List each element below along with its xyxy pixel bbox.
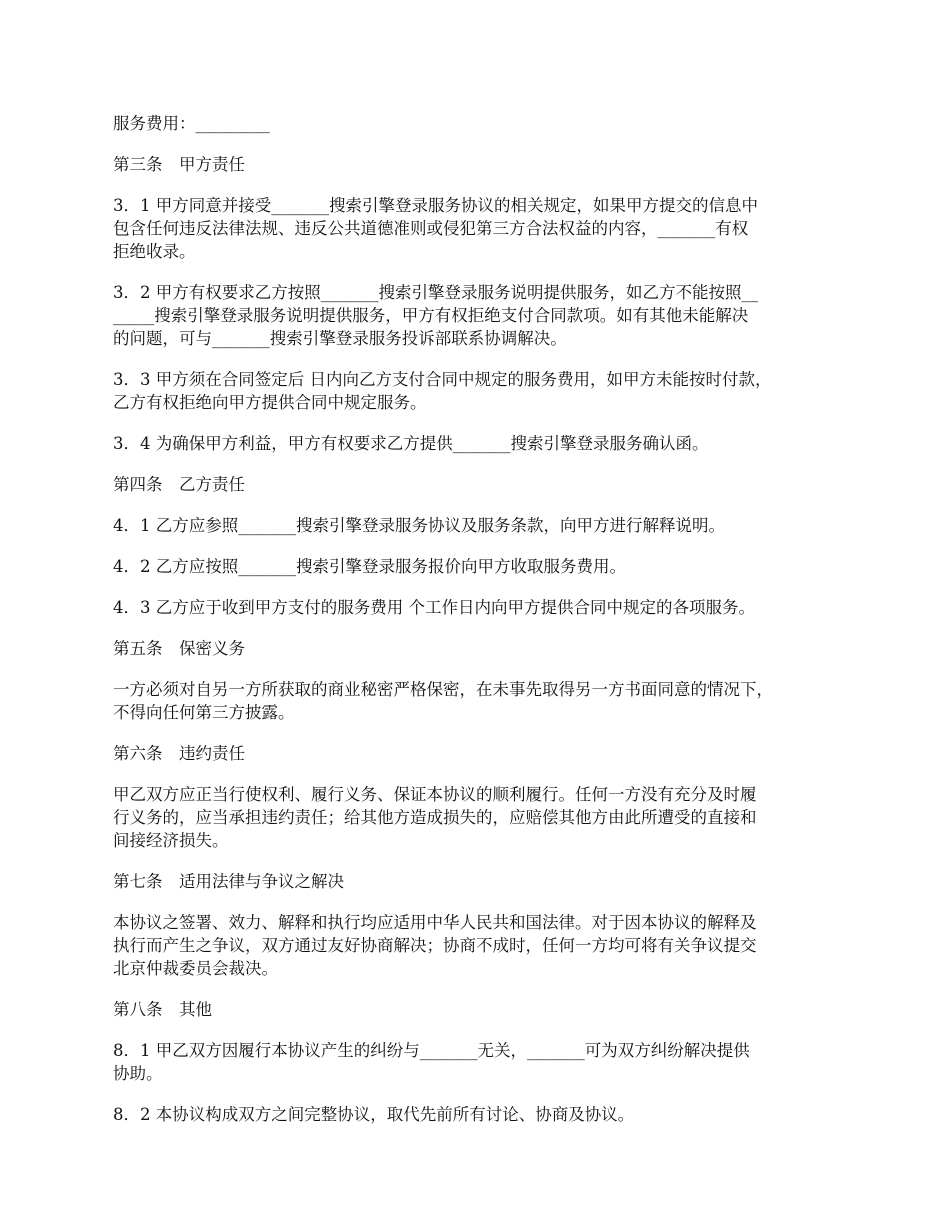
section-5-heading: 第五条 保密义务 <box>113 639 245 658</box>
section-5-text: 一方必须对自另一方所获取的商业秘密严格保密，在未事先取得另一方书面同意的情况下， 不得向任何第三方披露。 <box>113 680 773 722</box>
clause-3-4: 3．4 为确保甲方利益，甲方有权要求乙方提供_______搜索引擎登录服务确认函。 <box>113 434 709 453</box>
clause-3-2: 3．2 甲方有权要求乙方按照_______搜索引擎登录服务说明提供服务，如乙方不能按照__ _____搜索引擎登录服务说明提供服务，甲方有权拒绝支付合同款项。如有其他未能解决 的问题，可与_______搜索引擎登录服务投诉部联系协调解决。 <box>113 283 758 348</box>
clause-4-1: 4．1 乙方应参照_______搜索引擎登录服务协议及服务条款，向甲方进行解释说明。 <box>113 516 725 535</box>
section-4-heading: 第四条 乙方责任 <box>113 475 245 494</box>
contract-page <box>113 112 848 1144</box>
section-6-heading: 第六条 违约责任 <box>113 744 245 763</box>
section-7-text: 本协议之签署、效力、解释和执行均应适用中华人民共和国法律。对于因本协议的解释及 执行而产生之争议，双方通过友好协商解决；协商不成时，任何一方均可将有关争议提交 北京仲裁委员会裁决。 <box>113 913 757 978</box>
clause-8-2: 8．2 本协议构成双方之间完整协议，取代先前所有讨论、协商及协议。 <box>113 1105 635 1124</box>
section-3-heading: 第三条 甲方责任 <box>113 155 245 174</box>
service-fee-line: 服务费用：_________ <box>113 114 270 133</box>
clause-8-1: 8．1 甲乙双方因履行本协议产生的纠纷与_______无关，_______可为双方纠纷解决提供 协助。 <box>113 1041 750 1083</box>
clause-3-1: 3．1 甲方同意并接受_______搜索引擎登录服务协议的相关规定，如果甲方提交的信息中 包含任何违反法律法规、违反公共道德准则或侵犯第三方合法权益的内容，_______有权 拒绝收录。 <box>113 196 758 261</box>
clause-4-2: 4．2 乙方应按照_______搜索引擎登录服务报价向甲方收取服务费用。 <box>113 557 626 576</box>
section-7-heading: 第七条 适用法律与争议之解决 <box>113 872 344 891</box>
section-8-heading: 第八条 其他 <box>113 1000 212 1019</box>
clause-3-3: 3．3 甲方须在合同签定后 日内向乙方支付合同中规定的服务费用，如甲方未能按时付款， 乙方有权拒绝向甲方提供合同中规定服务。 <box>113 370 772 412</box>
clause-4-3: 4．3 乙方应于收到甲方支付的服务费用 个工作日内向甲方提供合同中规定的各项服务。 <box>113 598 755 617</box>
section-6-text: 甲乙双方应正当行使权利、履行义务、保证本协议的顺利履行。任何一方没有充分及时履 行义务的，应当承担违约责任；给其他方造成损失的，应赔偿其他方由此所遭受的直接和 间接经济损失。 <box>113 785 757 850</box>
